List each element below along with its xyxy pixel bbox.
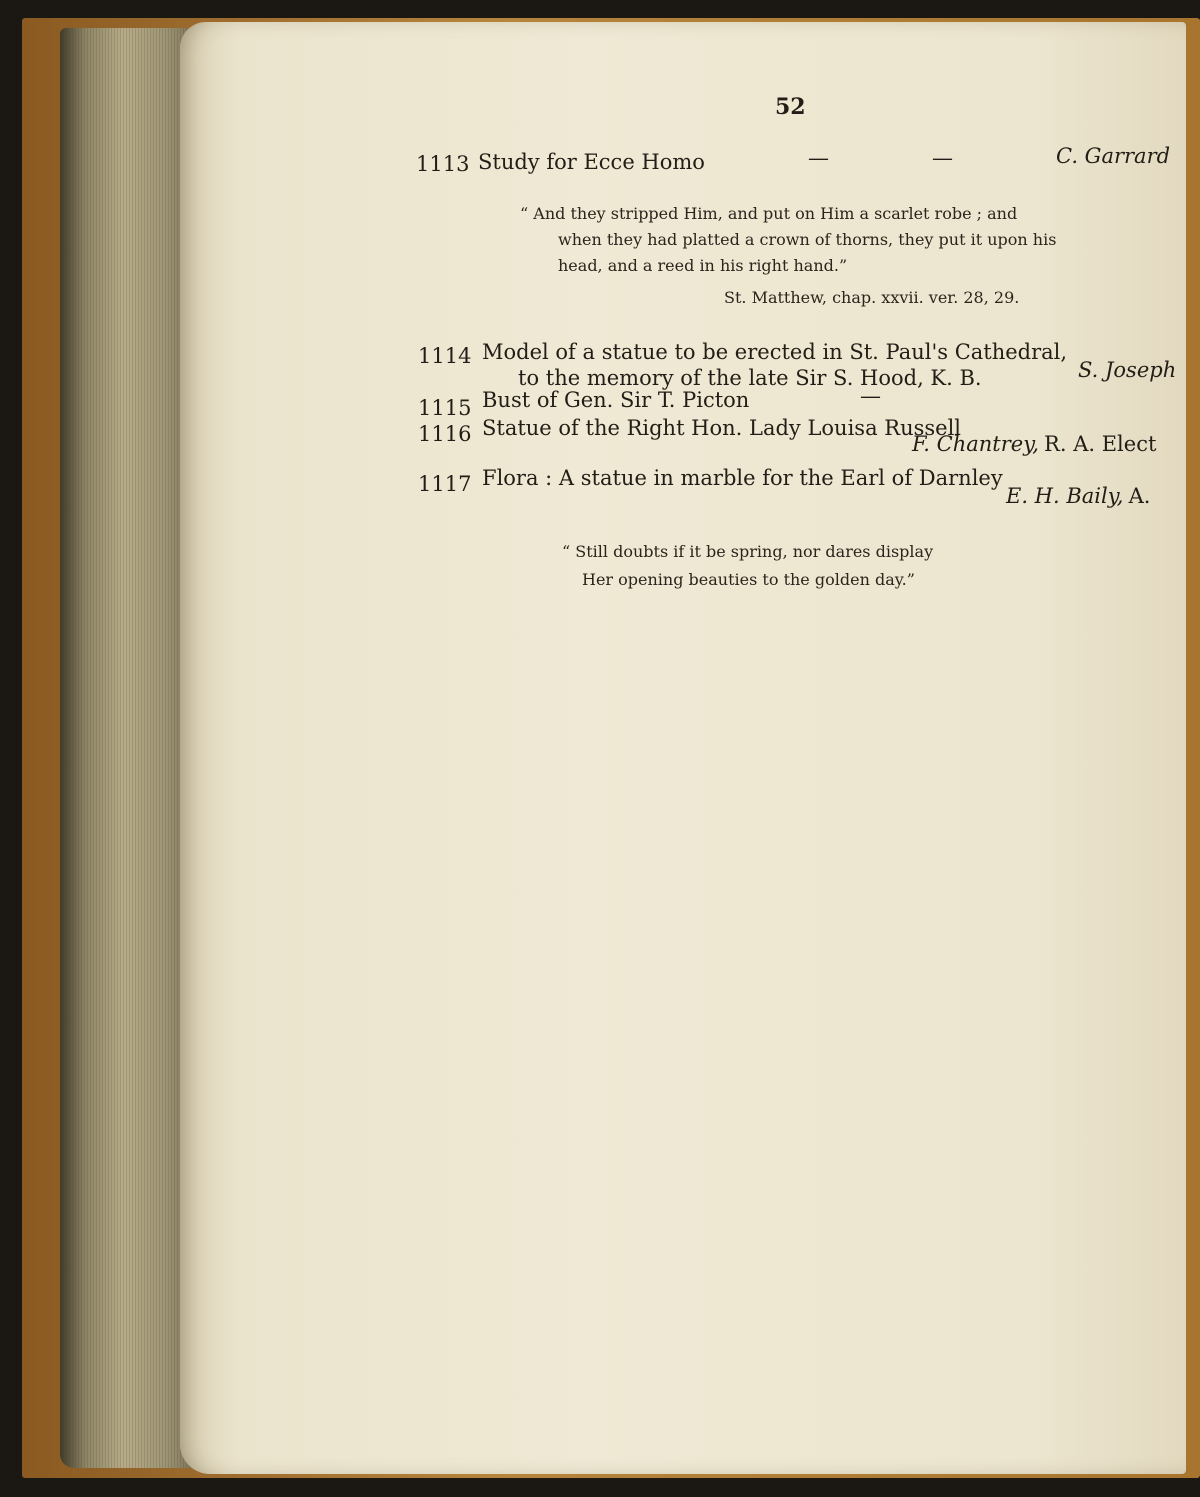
entry-title-1114-line2: to the memory of the late Sir S. Hood, K. B. xyxy=(518,366,982,390)
catalogue-number-1113: 1113 xyxy=(416,152,470,176)
entry-dash: — xyxy=(932,146,953,170)
quote-line: “ Still doubts if it be spring, nor dares display xyxy=(562,542,934,561)
entry-dash: — xyxy=(860,384,881,408)
entry-title-1116: Statue of the Right Hon. Lady Louisa Russell xyxy=(482,416,962,440)
book-page xyxy=(180,22,1186,1474)
entry-title-1115: Bust of Gen. Sir T. Picton xyxy=(482,388,750,412)
page-edges xyxy=(60,28,200,1468)
quote-line: head, and a reed in his right hand.” xyxy=(558,256,848,275)
artist-title: R. A. Elect xyxy=(1044,432,1157,456)
artist-name-1113: C. Garrard xyxy=(1056,144,1171,168)
quote-citation: St. Matthew, chap. xxvii. ver. 28, 29. xyxy=(724,288,1020,307)
catalogue-number-1117: 1117 xyxy=(418,472,472,496)
quote-line: Her opening beauties to the golden day.” xyxy=(582,570,915,589)
entry-title-1117: Flora : A statue in marble for the Earl of Darnley xyxy=(482,466,1003,490)
catalogue-number-1114: 1114 xyxy=(418,344,472,368)
catalogue-number-1115: 1115 xyxy=(418,396,472,420)
artist-name-italic: F. Chantrey, xyxy=(912,432,1039,456)
catalogue-number-1116: 1116 xyxy=(418,422,472,446)
quote-line: when they had platted a crown of thorns, they put it upon his xyxy=(558,230,1057,249)
artist-name-1114: S. Joseph xyxy=(1078,358,1177,382)
artist-name-1116 xyxy=(912,432,1156,456)
quote-line: “ And they stripped Him, and put on Him a scarlet robe ; and xyxy=(520,204,1018,223)
page-number: 52 xyxy=(775,94,806,120)
artist-name-1117 xyxy=(1006,484,1150,508)
artist-title: A. xyxy=(1128,484,1151,508)
artist-name-italic: E. H. Baily, xyxy=(1006,484,1124,508)
entry-title-1114: Model of a statue to be erected in St. Paul's Cathedral, xyxy=(482,340,1068,364)
entry-dash: — xyxy=(808,146,829,170)
entry-title-1113: Study for Ecce Homo xyxy=(478,150,705,174)
